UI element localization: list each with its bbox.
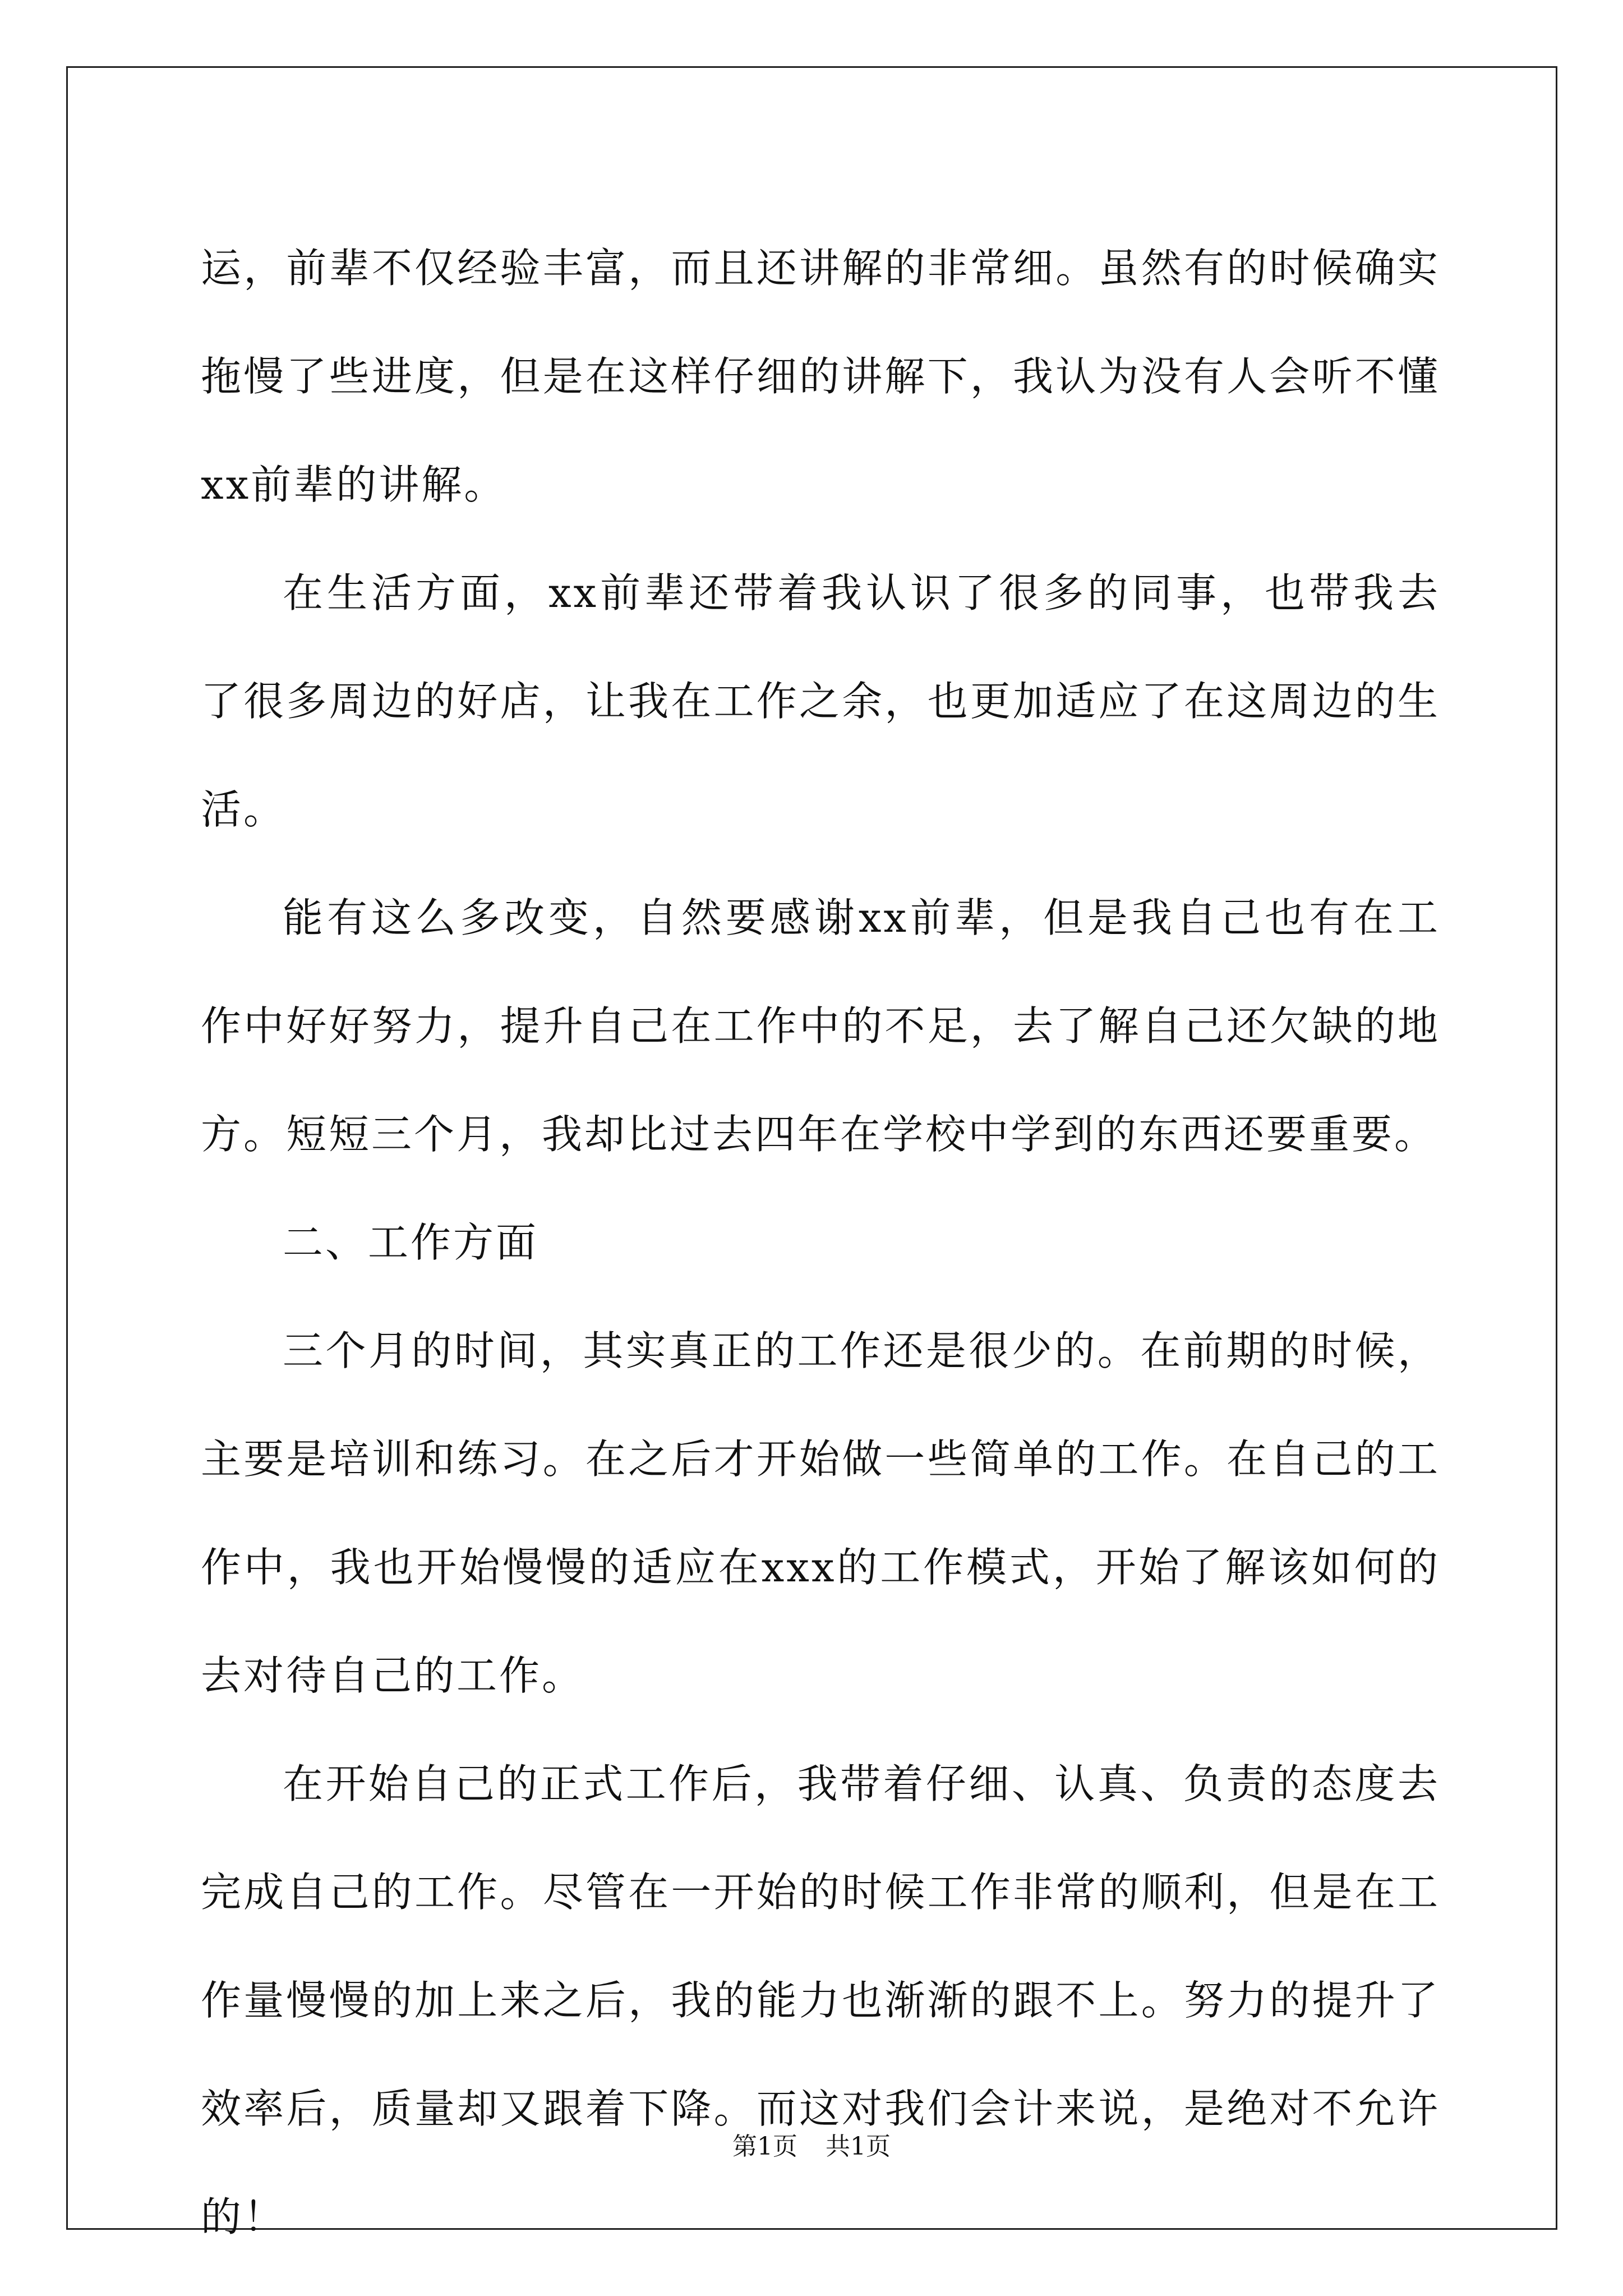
page-footer: [0, 2130, 1623, 2164]
paragraph-4: 三个月的时间，其实真正的工作还是很少的。在前期的时候，主要是培训和练习。在之后才开始做一些简单的工作。在自己的工作中，我也开始慢慢的适应在xxx的工作模式，开始了解该如何的去对待自己的工作。: [201, 1327, 1440, 1699]
paragraph-3: 能有这么多改变，自然要感谢xx前辈，但是我自己也有在工作中好好努力，提升自己在工作中的不足，去了解自己还欠缺的地方。短短三个月，我却比过去四年在学校中学到的东西还要重要。: [201, 894, 1440, 1158]
document-body: [201, 214, 1440, 2271]
paragraph-5: 在开始自己的正式工作后，我带着仔细、认真、负责的态度去完成自己的工作。尽管在一开始的时候工作非常的顺利，但是在工作量慢慢的加上来之后，我的能力也渐渐的跟不上。努力的提升了效率后，质量却又跟着下降。而这对我们会计来说，是绝对不允许的！: [201, 1760, 1440, 2240]
paragraph-1: 运，前辈不仅经验丰富，而且还讲解的非常细。虽然有的时候确实拖慢了些进度，但是在这样仔细的讲解下，我认为没有人会听不懂xx前辈的讲解。: [201, 245, 1440, 508]
page-number: 第1页: [732, 2132, 797, 2161]
section-heading: 二、工作方面: [283, 1219, 539, 1266]
page-total: 共1页: [826, 2132, 891, 2161]
paragraph-2: 在生活方面，xx前辈还带着我认识了很多的同事，也带我去了很多周边的好店，让我在工作之余，也更加适应了在这周边的生活。: [201, 569, 1440, 833]
